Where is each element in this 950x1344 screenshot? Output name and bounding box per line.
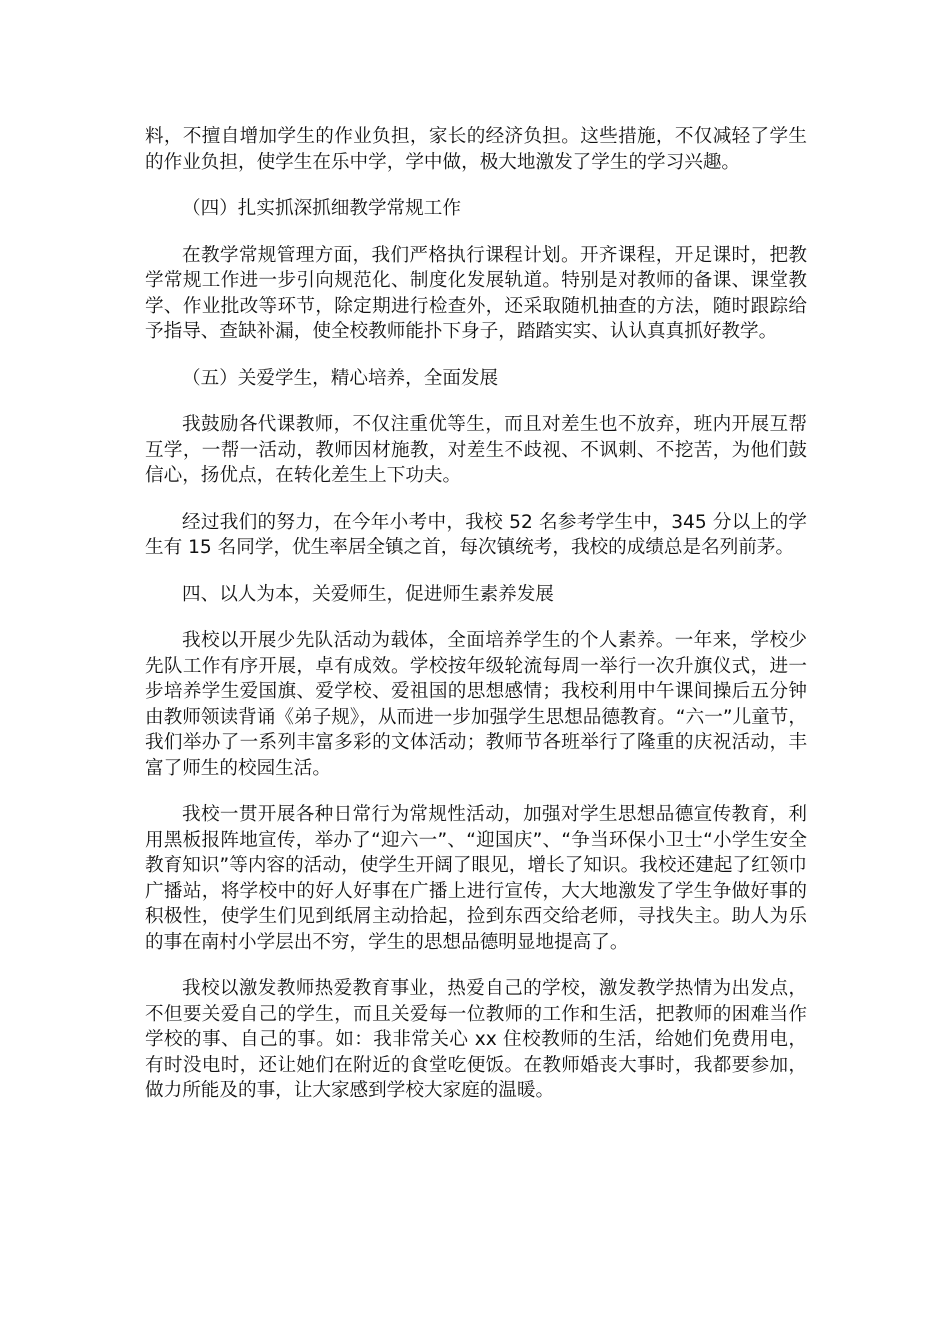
document-page xyxy=(145,124,807,1125)
section-heading-4: （四）扎实抓深抓细教学常规工作 xyxy=(182,198,461,219)
paragraph-moral-education: 我校一贯开展各种日常行为常规性活动，加强对学生思想品德宣传教育，利用黑板报阵地宣传，举办了“迎六一”、“迎国庆”、“争当环保小卫士“小学生安全教育知识”等内容的活动，使学生开阔了眼见，增长了知识。我校还建起了红领巾广播站，将学校中的好人好事在广播上进行宣传，大大地激发了学生争做好事的积极性，使学生们见到纸屑主动拾起，捡到东西交给老师，寻找失主。助人为乐的事在南村小学层出不穷，学生的思想品德明显地提高了。 xyxy=(145,804,807,953)
section-heading-people-oriented: 四、以人为本，关爱师生，促进师生素养发展 xyxy=(182,583,554,605)
section-heading-5: （五）关爱学生，精心培养，全面发展 xyxy=(182,367,499,389)
paragraph-young-pioneers: 我校以开展少先队活动为载体，全面培养学生的个人素养。一年来，学校少先队工作有序开展，卓有成效。学校按年级轮流每周一举行一次升旗仪式，进一步培养学生爱国旗、爱学校、爱祖国的思想感情；我校利用中午课间操后五分钟由教师领读背诵《弟子规》，从而进一步加强学生思想品德教育。“六一”儿童节，我们举办了一系列丰富多彩的文体活动；教师节各班举行了隆重的庆祝活动，丰富了师生的校园生活。 xyxy=(145,630,807,779)
paragraph-care-students: 我鼓励各代课教师，不仅注重优等生，而且对差生也不放弃，班内开展互帮互学，一帮一活动，教师因材施教，对差生不歧视、不讽刺、不挖苦，为他们鼓信心，扬优点，在转化差生上下功夫。 xyxy=(145,414,807,486)
paragraph-teaching-routine: 在教学常规管理方面，我们严格执行课程计划。开齐课程，开足课时，把教学常规工作进一步引向规范化、制度化发展轨道。特别是对教师的备课、课堂教学、作业批改等环节，除定期进行检查外，还采取随机抽查的方法，随时跟踪给予指导、查缺补漏，使全校教师能扑下身子，踏踏实实、认认真真抓好教学。 xyxy=(145,244,807,342)
paragraph-exam-results: 经过我们的努力，在今年小考中，我校 52 名参考学生中，345 分以上的学生有 15 名同学，优生率居全镇之首，每次镇统考，我校的成绩总是名列前茅。 xyxy=(145,511,807,558)
paragraph-teacher-care: 我校以激发教师热爱教育事业，热爱自己的学校，激发教学热情为出发点，不但要关爱自己的学生，而且关爱每一位教师的工作和生活，把教师的困难当作学校的事、自己的事。如：我非常关心 xx 住校教师的生活，给她们免费用电，有时没电时，还让她们在附近的食堂吃便饭。在教师婚丧大事时，我都要参加，做力所能及的事，让大家感到学校大家庭的温暖。 xyxy=(145,978,807,1101)
paragraph-continuation: 料，不擅自增加学生的作业负担，家长的经济负担。这些措施，不仅减轻了学生的作业负担，使学生在乐中学，学中做，极大地激发了学生的学习兴趣。 xyxy=(145,126,807,173)
